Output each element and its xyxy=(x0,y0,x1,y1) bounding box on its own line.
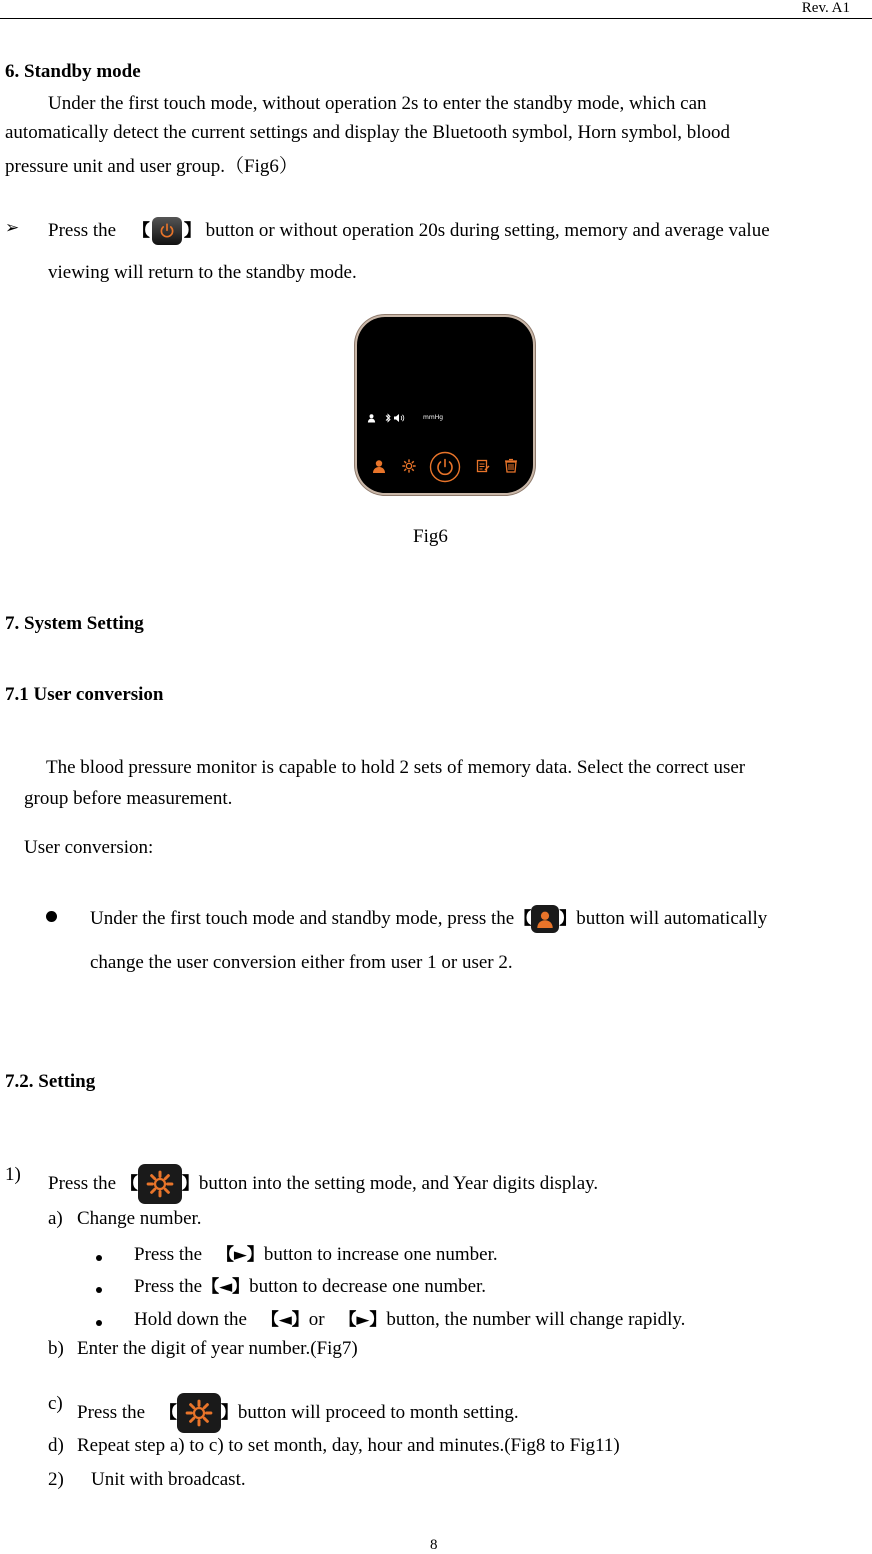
right-arrow-icon: ► xyxy=(356,1310,370,1330)
user-conversion-label: User conversion: xyxy=(24,837,154,858)
bracket-close: 】 xyxy=(291,1310,309,1330)
sub-a-bullet-2 xyxy=(134,1272,486,1298)
sub-a-bullet-1-pre: Press the xyxy=(134,1244,203,1265)
section-6-title: 6. Standby mode xyxy=(5,61,141,82)
section-6-bullet xyxy=(48,216,770,245)
device-user-icon xyxy=(367,413,376,423)
bracket-close: 】 xyxy=(559,909,577,929)
bracket-close: 】 xyxy=(369,1310,387,1330)
device-standby-figure xyxy=(357,317,533,493)
revision-label: Rev. A1 xyxy=(801,0,850,16)
figure-6-caption: Fig6 xyxy=(413,526,448,547)
sub-a-bullet-1 xyxy=(134,1240,498,1266)
round-bullet xyxy=(46,909,57,927)
bracket-open: 【 xyxy=(120,1174,138,1194)
section-6-para-line3: pressure unit and user group.（Fig6） xyxy=(5,156,298,177)
step-1-pre: Press the xyxy=(48,1173,117,1194)
user-conversion-bullet xyxy=(90,904,767,933)
section-7-1-para-line1: The blood pressure monitor is capable to hold 2 sets of memory data. Select the correct user xyxy=(46,757,746,778)
left-arrow-icon: ◄ xyxy=(219,1277,233,1297)
sub-d-text: Repeat step a) to c) to set month, day, hour and minutes.(Fig8 to Fig11) xyxy=(77,1435,620,1456)
section-7-1-para-line2: group before measurement. xyxy=(24,788,233,809)
section-6-bullet-pre: Press the xyxy=(48,220,117,241)
section-7-2-title: 7.2. Setting xyxy=(5,1071,96,1092)
sub-a-bullet-1-post: button to increase one number. xyxy=(263,1244,498,1265)
sub-c-label: c) xyxy=(48,1393,63,1414)
power-icon xyxy=(429,451,461,483)
sub-a-label: a) xyxy=(48,1208,63,1229)
bracket-open: 【 xyxy=(159,1403,177,1423)
sub-c-post: button will proceed to month setting. xyxy=(237,1402,519,1423)
section-6-para-line2: automatically detect the current settings and display the Bluetooth symbol, Horn symbol, blood xyxy=(5,122,731,143)
step-2-text: Unit with broadcast. xyxy=(91,1469,246,1490)
sub-c-pre: Press the xyxy=(77,1402,146,1423)
bracket-close: 】 xyxy=(246,1245,264,1265)
sub-a-bullet-2-post: button to decrease one number. xyxy=(249,1276,487,1297)
sub-a-bullet-3-mid: or xyxy=(308,1309,325,1330)
small-bullet xyxy=(96,1313,102,1331)
power-button-icon xyxy=(152,217,182,245)
section-6-para-line1: Under the first touch mode, without operation 2s to enter the standby mode, which can xyxy=(48,93,707,114)
sub-a-text: Change number. xyxy=(77,1208,202,1229)
horn-icon xyxy=(393,413,405,423)
user-conversion-bullet-line2: change the user conversion either from user 1 or user 2. xyxy=(90,952,513,973)
arrow-bullet-icon: ➢ xyxy=(5,218,20,238)
bracket-open: 【 xyxy=(132,221,150,241)
bracket-close: 】 xyxy=(181,1174,199,1194)
user-conversion-bullet-post: button will automatically xyxy=(576,908,768,929)
sub-a-bullet-2-pre: Press the xyxy=(134,1276,203,1297)
section-7-title: 7. System Setting xyxy=(5,613,144,634)
sub-a-bullet-3 xyxy=(134,1305,685,1331)
left-arrow-icon: ◄ xyxy=(278,1310,292,1330)
section-6-bullet-post: button or without operation 20s during setting, memory and average value xyxy=(205,220,770,241)
section-6-bullet-line2: viewing will return to the standby mode. xyxy=(48,262,357,283)
user-button-icon xyxy=(531,905,559,933)
bracket-open: 【 xyxy=(216,1245,234,1265)
sub-a-bullet-3-pre: Hold down the xyxy=(134,1309,247,1330)
bracket-open: 【 xyxy=(261,1310,279,1330)
sub-b-text: Enter the digit of year number.(Fig7) xyxy=(77,1338,358,1359)
sub-d-label: d) xyxy=(48,1435,64,1456)
step-1-text xyxy=(48,1164,598,1204)
step-1-number: 1) xyxy=(5,1164,21,1185)
bracket-open: 【 xyxy=(514,909,532,929)
bracket-close: 】 xyxy=(220,1403,238,1423)
user-icon xyxy=(372,459,386,473)
sub-b-label: b) xyxy=(48,1338,64,1359)
sub-c-text xyxy=(77,1393,519,1433)
bracket-open: 【 xyxy=(339,1310,357,1330)
bracket-open: 【 xyxy=(202,1277,220,1297)
small-bullet xyxy=(96,1280,102,1298)
device-button-row xyxy=(357,453,533,481)
sub-a-bullet-3-post: button, the number will change rapidly. xyxy=(386,1309,686,1330)
page-number: 8 xyxy=(430,1537,438,1553)
right-arrow-icon: ► xyxy=(233,1245,247,1265)
small-bullet xyxy=(96,1248,102,1266)
step-1-post: button into the setting mode, and Year digits display. xyxy=(198,1173,599,1194)
bracket-close: 】 xyxy=(183,221,201,241)
bracket-close: 】 xyxy=(232,1277,250,1297)
section-7-1-title: 7.1 User conversion xyxy=(5,684,164,705)
gear-button-icon xyxy=(138,1164,182,1204)
device-unit-label: mmHg xyxy=(423,414,444,421)
delete-icon xyxy=(504,458,518,473)
gear-button-icon xyxy=(177,1393,221,1433)
memory-icon xyxy=(476,459,490,473)
step-2-number: 2) xyxy=(48,1469,64,1490)
bluetooth-icon xyxy=(385,413,391,423)
header-rule xyxy=(0,18,872,19)
gear-icon xyxy=(401,458,417,474)
user-conversion-bullet-pre: Under the first touch mode and standby mode, press the xyxy=(90,908,515,929)
